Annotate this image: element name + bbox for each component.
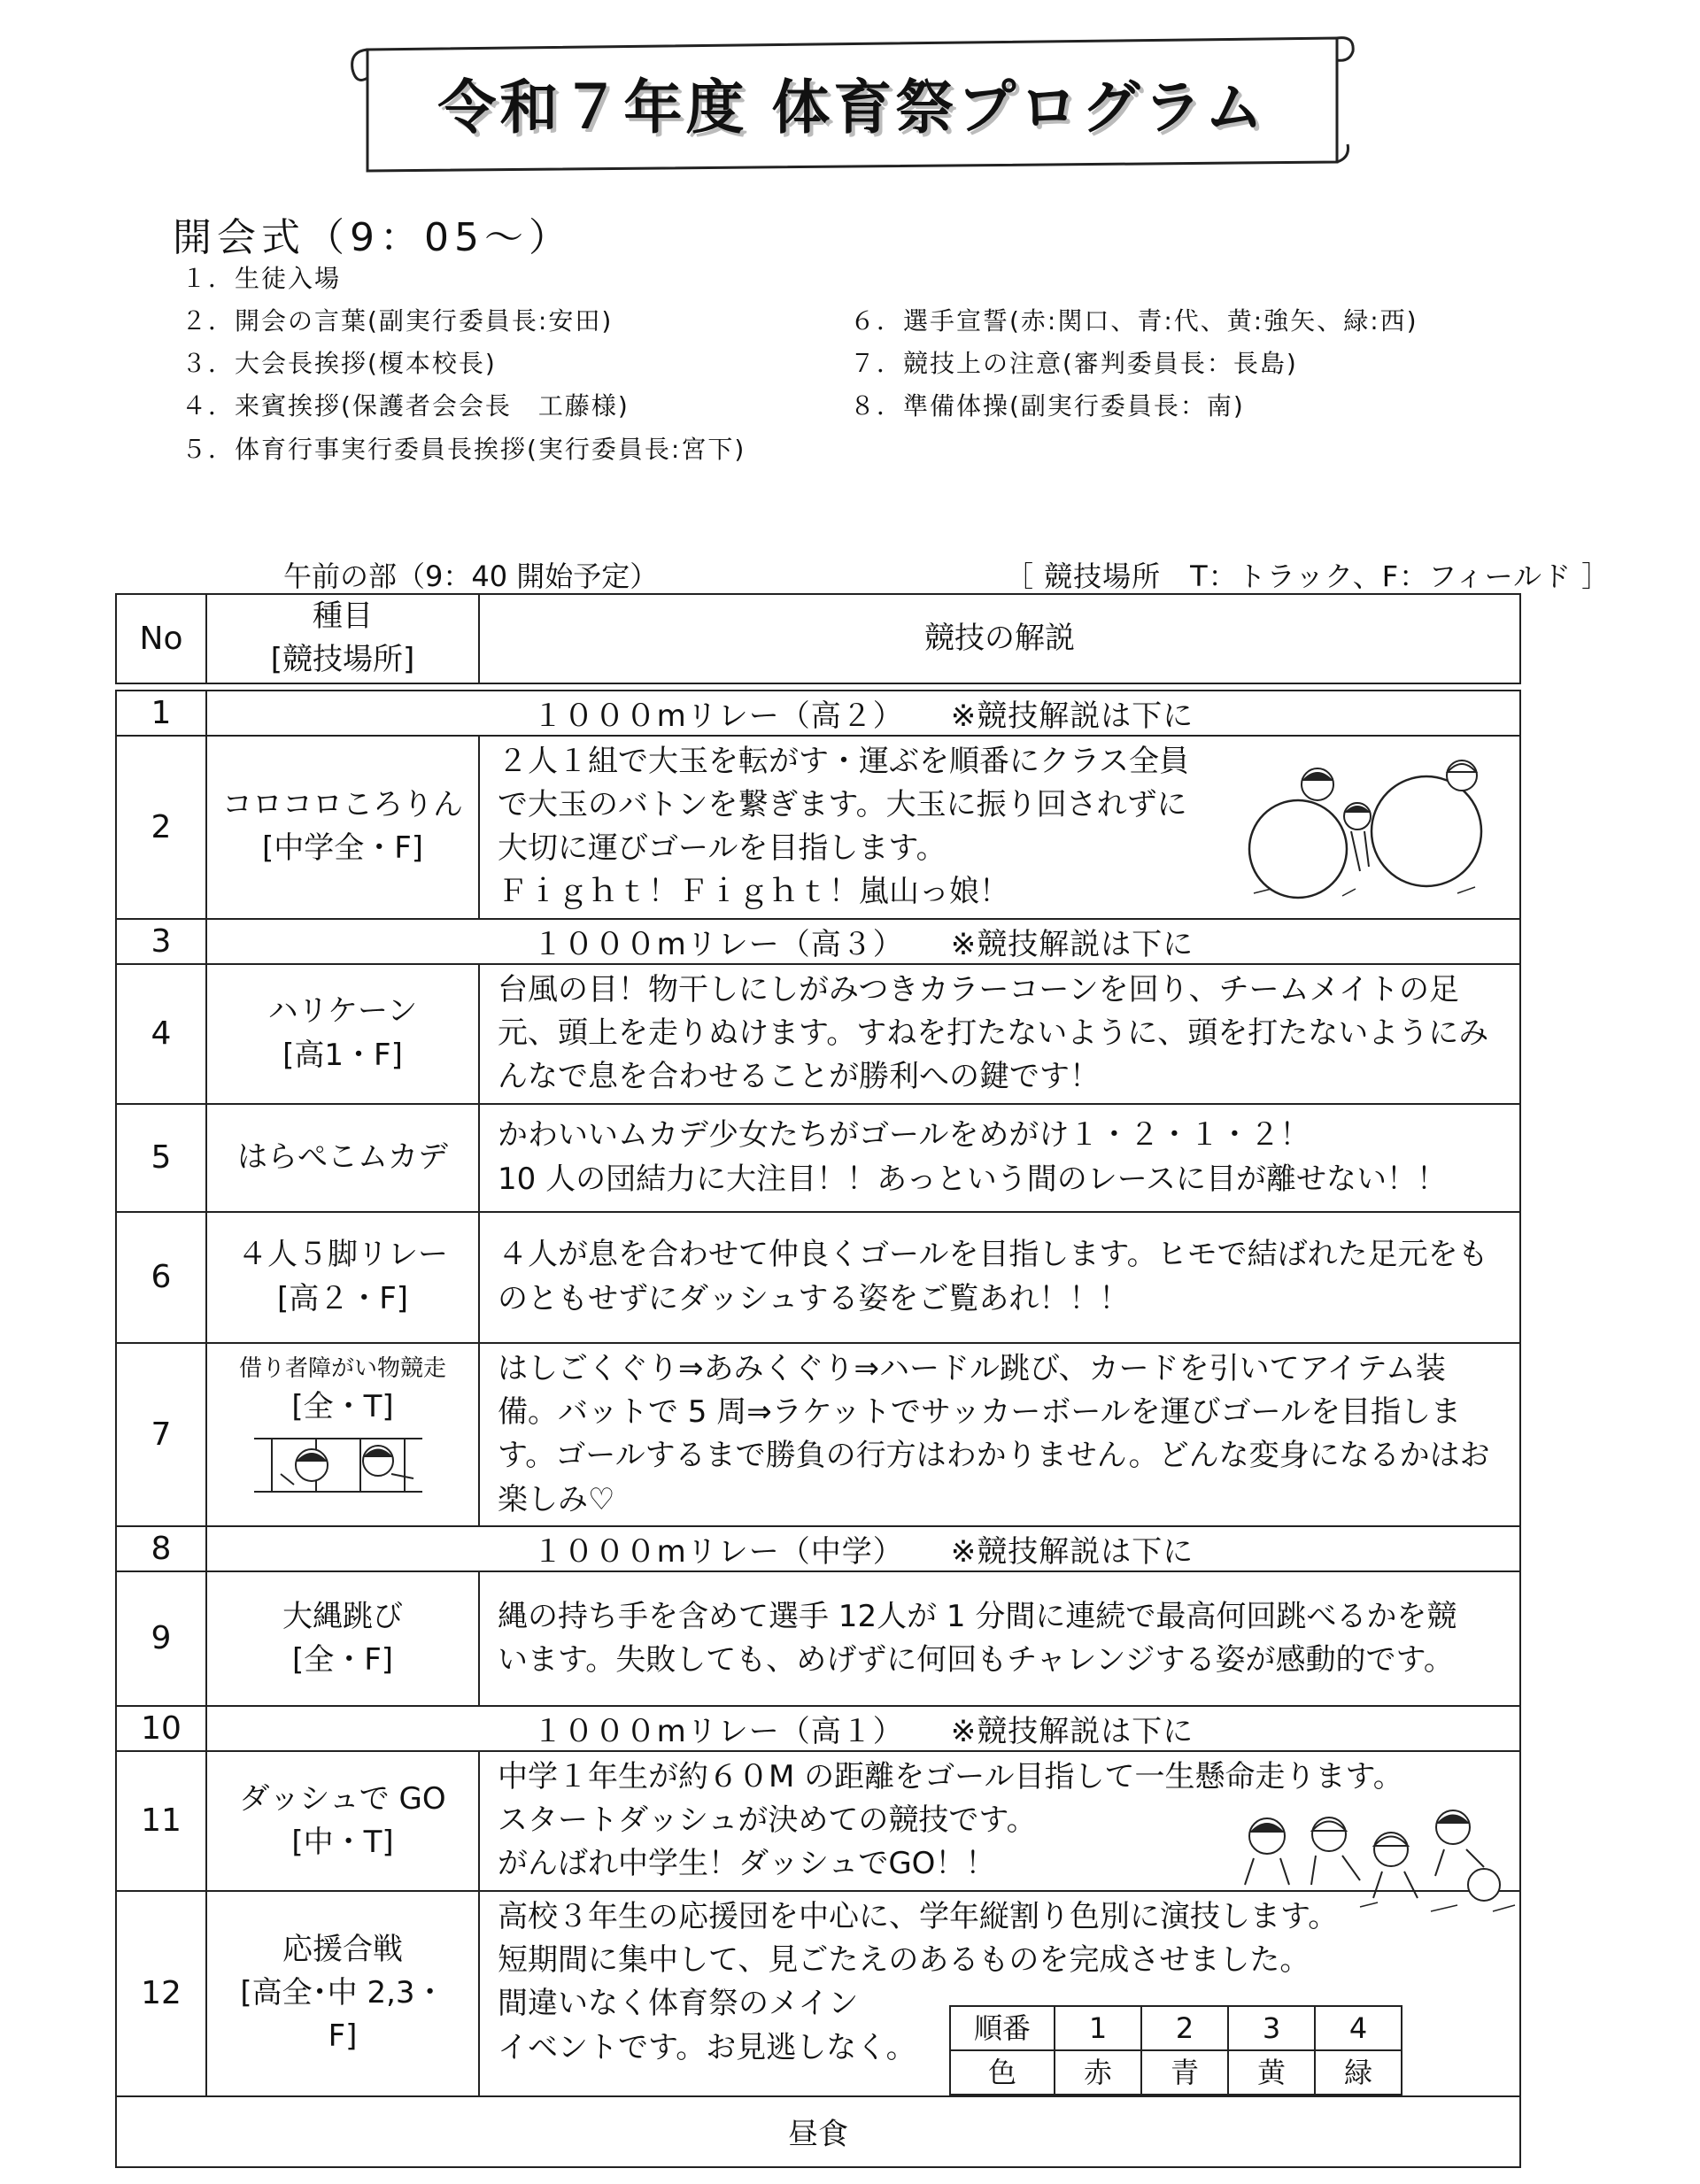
venue-legend: ［ 競技場所 T：トラック、F：フィールド ］	[1005, 560, 1611, 593]
header-event-line2: [競技場所]	[270, 642, 415, 678]
desc-line: 台風の目！物干しにしがみつきカラーコーンを回り、チームメイトの足	[498, 971, 1459, 1007]
table-row	[116, 1526, 1520, 1571]
table-gap	[116, 683, 1520, 691]
desc-cell	[479, 1104, 1520, 1212]
event-name: コロコロころりん	[222, 786, 463, 822]
desc-line: のともせずにダッシュする姿をご覧あれ！！！	[498, 1280, 1130, 1316]
event-venue: [中・T]	[291, 1824, 394, 1860]
desc-line: 縄の持ち手を含めて選手 12人が 1 分間に連続で最高何回跳べるかを競	[498, 1598, 1457, 1634]
event-cell	[206, 964, 479, 1104]
opening-item-1: １．生徒入場	[182, 264, 342, 293]
desc-line: 10 人の団結力に大注目！！あっという間のレースに目が離せない！！	[498, 1161, 1448, 1197]
desc-line: かわいいムカデ少女たちがゴールをめがけ１・２・１・２！	[498, 1117, 1310, 1154]
desc-line: 楽しみ♡	[498, 1481, 615, 1517]
event-cell	[206, 1751, 479, 1891]
table-row	[116, 1104, 1520, 1212]
header-desc: 競技の解説	[479, 594, 1520, 683]
row-no: 9	[116, 1571, 206, 1706]
desc-line: 中学１年生が約６０M の距離をゴール目指して一生懸命走ります。	[498, 1758, 1403, 1794]
event-venue: [高全･中 2,3・	[240, 1975, 445, 2011]
opening-item-8: ８．準備体操(副実行委員長：南)	[850, 391, 1245, 421]
event-name: ハリケーン	[267, 993, 418, 1030]
table-row	[116, 1706, 1520, 1751]
event-cell	[206, 1571, 479, 1706]
table-row	[116, 1891, 1520, 2096]
desc-line: 大切に運びゴールを目指します。	[498, 830, 947, 867]
opening-heading: 開会式（9：05～）	[173, 215, 573, 260]
order-cell: 3	[1228, 2006, 1315, 2050]
cheer-order-table	[949, 2005, 1402, 2095]
opening-item-5: ５．体育行事実行委員長挨拶(実行委員長:宮下)	[182, 435, 746, 464]
row-no: 11	[116, 1751, 206, 1891]
event-cell	[206, 1343, 479, 1526]
table-row	[116, 1343, 1520, 1526]
program-table	[115, 593, 1521, 2168]
table-row	[116, 691, 1520, 736]
desc-line: で大玉のバトンを繋ぎます。大玉に振り回されずに	[498, 786, 1187, 822]
desc-line: 元、頭上を走りぬけます。すねを打たないように、頭を打たないようにみ	[498, 1015, 1489, 1052]
obstacle-race-illustration	[245, 1430, 440, 1501]
color-label: 色	[950, 2050, 1055, 2095]
event-venue: [高1・F]	[282, 1037, 403, 1073]
color-cell: 黄	[1228, 2050, 1315, 2095]
color-cell: 赤	[1055, 2050, 1141, 2095]
event-name: ４人５脚リレー	[237, 1237, 448, 1273]
row-no: 10	[116, 1706, 206, 1751]
event-name: 借り者障がい物競走	[238, 1354, 446, 1382]
row-no: 2	[116, 736, 206, 919]
desc-cell	[479, 1891, 1520, 2096]
order-cell: 4	[1315, 2006, 1402, 2050]
desc-line: がんばれ中学生！ダッシュでGO！！	[498, 1846, 996, 1882]
event-name: 大縄跳び	[282, 1598, 403, 1634]
header-no: No	[116, 594, 206, 683]
order-cell: 1	[1055, 2006, 1141, 2050]
relay-text: １０００mリレー（高２） ※競技解説は下に	[206, 691, 1520, 736]
opening-item-4: ４．来賓挨拶(保護者会会長 工藤様)	[182, 391, 630, 421]
desc-line: います。失敗しても、めげずに何回もチャレンジする姿が感動的です。	[498, 1641, 1454, 1678]
desc-line: スタートダッシュが決めての競技です。	[498, 1802, 1037, 1839]
desc-line: す。ゴールするまで勝負の行方はわかりません。どんな変身になるかはお	[498, 1438, 1490, 1474]
relay-text: １０００mリレー（高３） ※競技解説は下に	[206, 919, 1520, 964]
event-venue: [全・F]	[291, 1641, 394, 1678]
table-header-row	[116, 594, 1520, 683]
desc-cell	[479, 964, 1520, 1104]
lunch-row	[116, 2096, 1520, 2167]
page-title: 令和７年度 体育祭プログラム	[437, 73, 1267, 142]
opening-item-3: ３．大会長挨拶(榎本校長)	[182, 349, 497, 378]
color-cell: 緑	[1315, 2050, 1402, 2095]
table-row	[116, 1212, 1520, 1343]
table-row	[116, 1751, 1520, 1891]
desc-line: イベントです。お見逃しなく。	[498, 2029, 916, 2065]
desc-line: Ｆｉｇｈｔ！Ｆｉｇｈｔ！嵐山っ娘！	[498, 874, 1009, 910]
order-label: 順番	[950, 2006, 1055, 2050]
event-cell	[206, 736, 479, 919]
event-cell	[206, 1212, 479, 1343]
desc-line: 短期間に集中して、見ごたえのあるものを完成させました。	[498, 1942, 1310, 1979]
row-no: 12	[116, 1891, 206, 2096]
event-venue-cont: F]	[328, 2018, 358, 2055]
desc-line: 間違いなく体育祭のメイン	[498, 1986, 859, 2022]
table-row	[116, 736, 1520, 919]
event-venue: [高２・F]	[276, 1280, 409, 1316]
table-row	[116, 919, 1520, 964]
header-event-line1: 種目	[313, 598, 373, 634]
row-no: 5	[116, 1104, 206, 1212]
order-row	[950, 2006, 1402, 2050]
opening-item-2: ２．開会の言葉(副実行委員長:安田)	[182, 306, 614, 336]
row-no: 7	[116, 1343, 206, 1526]
row-no: 6	[116, 1212, 206, 1343]
desc-line: 備。バットで 5 周⇒ラケットでサッカーボールを運びゴールを目指しま	[498, 1393, 1461, 1430]
table-row	[116, 964, 1520, 1104]
event-cell	[206, 1891, 479, 2096]
relay-text: １０００mリレー（高１） ※競技解説は下に	[206, 1706, 1520, 1751]
color-cell: 青	[1141, 2050, 1228, 2095]
desc-cell	[479, 1343, 1520, 1526]
color-row	[950, 2050, 1402, 2095]
event-name: ダッシュで GO	[239, 1780, 446, 1817]
desc-cell	[479, 736, 1520, 919]
lunch-label: 昼食	[116, 2096, 1520, 2167]
order-cell: 2	[1141, 2006, 1228, 2050]
ball-rolling-illustration	[1236, 747, 1502, 902]
desc-line: 高校３年生の応援団を中心に、学年縦割り色別に演技します。	[498, 1898, 1339, 1934]
desc-line: ２人１組で大玉を転がす・運ぶを順番にクラス全員	[498, 743, 1189, 779]
event-name: はらぺこムカデ	[237, 1139, 448, 1176]
relay-text: １０００mリレー（中学） ※競技解説は下に	[206, 1526, 1520, 1571]
desc-cell	[479, 1571, 1520, 1706]
row-no: 8	[116, 1526, 206, 1571]
opening-item-7: ７．競技上の注意(審判委員長：長島)	[850, 349, 1298, 378]
row-no: 1	[116, 691, 206, 736]
header-event	[206, 594, 479, 683]
table-row	[116, 1571, 1520, 1706]
row-no: 4	[116, 964, 206, 1104]
desc-line: んなで息を合わせることが勝利への鍵です！	[498, 1059, 1100, 1095]
desc-cell	[479, 1212, 1520, 1343]
event-name: 応援合戦	[282, 1931, 403, 1967]
row-no: 3	[116, 919, 206, 964]
event-venue: [全・T]	[291, 1389, 394, 1425]
event-venue: [中学全・F]	[261, 830, 424, 867]
event-cell	[206, 1104, 479, 1212]
desc-line: ４人が息を合わせて仲良くゴールを目指します。ヒモで結ばれた足元をも	[498, 1237, 1488, 1273]
desc-cell	[479, 1751, 1520, 1891]
opening-item-6: ６．選手宣誓(赤:関口、青:代、黄:強矢、緑:西)	[850, 306, 1418, 336]
desc-line: はしごくぐり⇒あみくぐり⇒ハードル跳び、カードを引いてアイテム装	[498, 1350, 1446, 1386]
morning-section-heading: 午前の部（9：40 開始予定）	[283, 560, 659, 593]
